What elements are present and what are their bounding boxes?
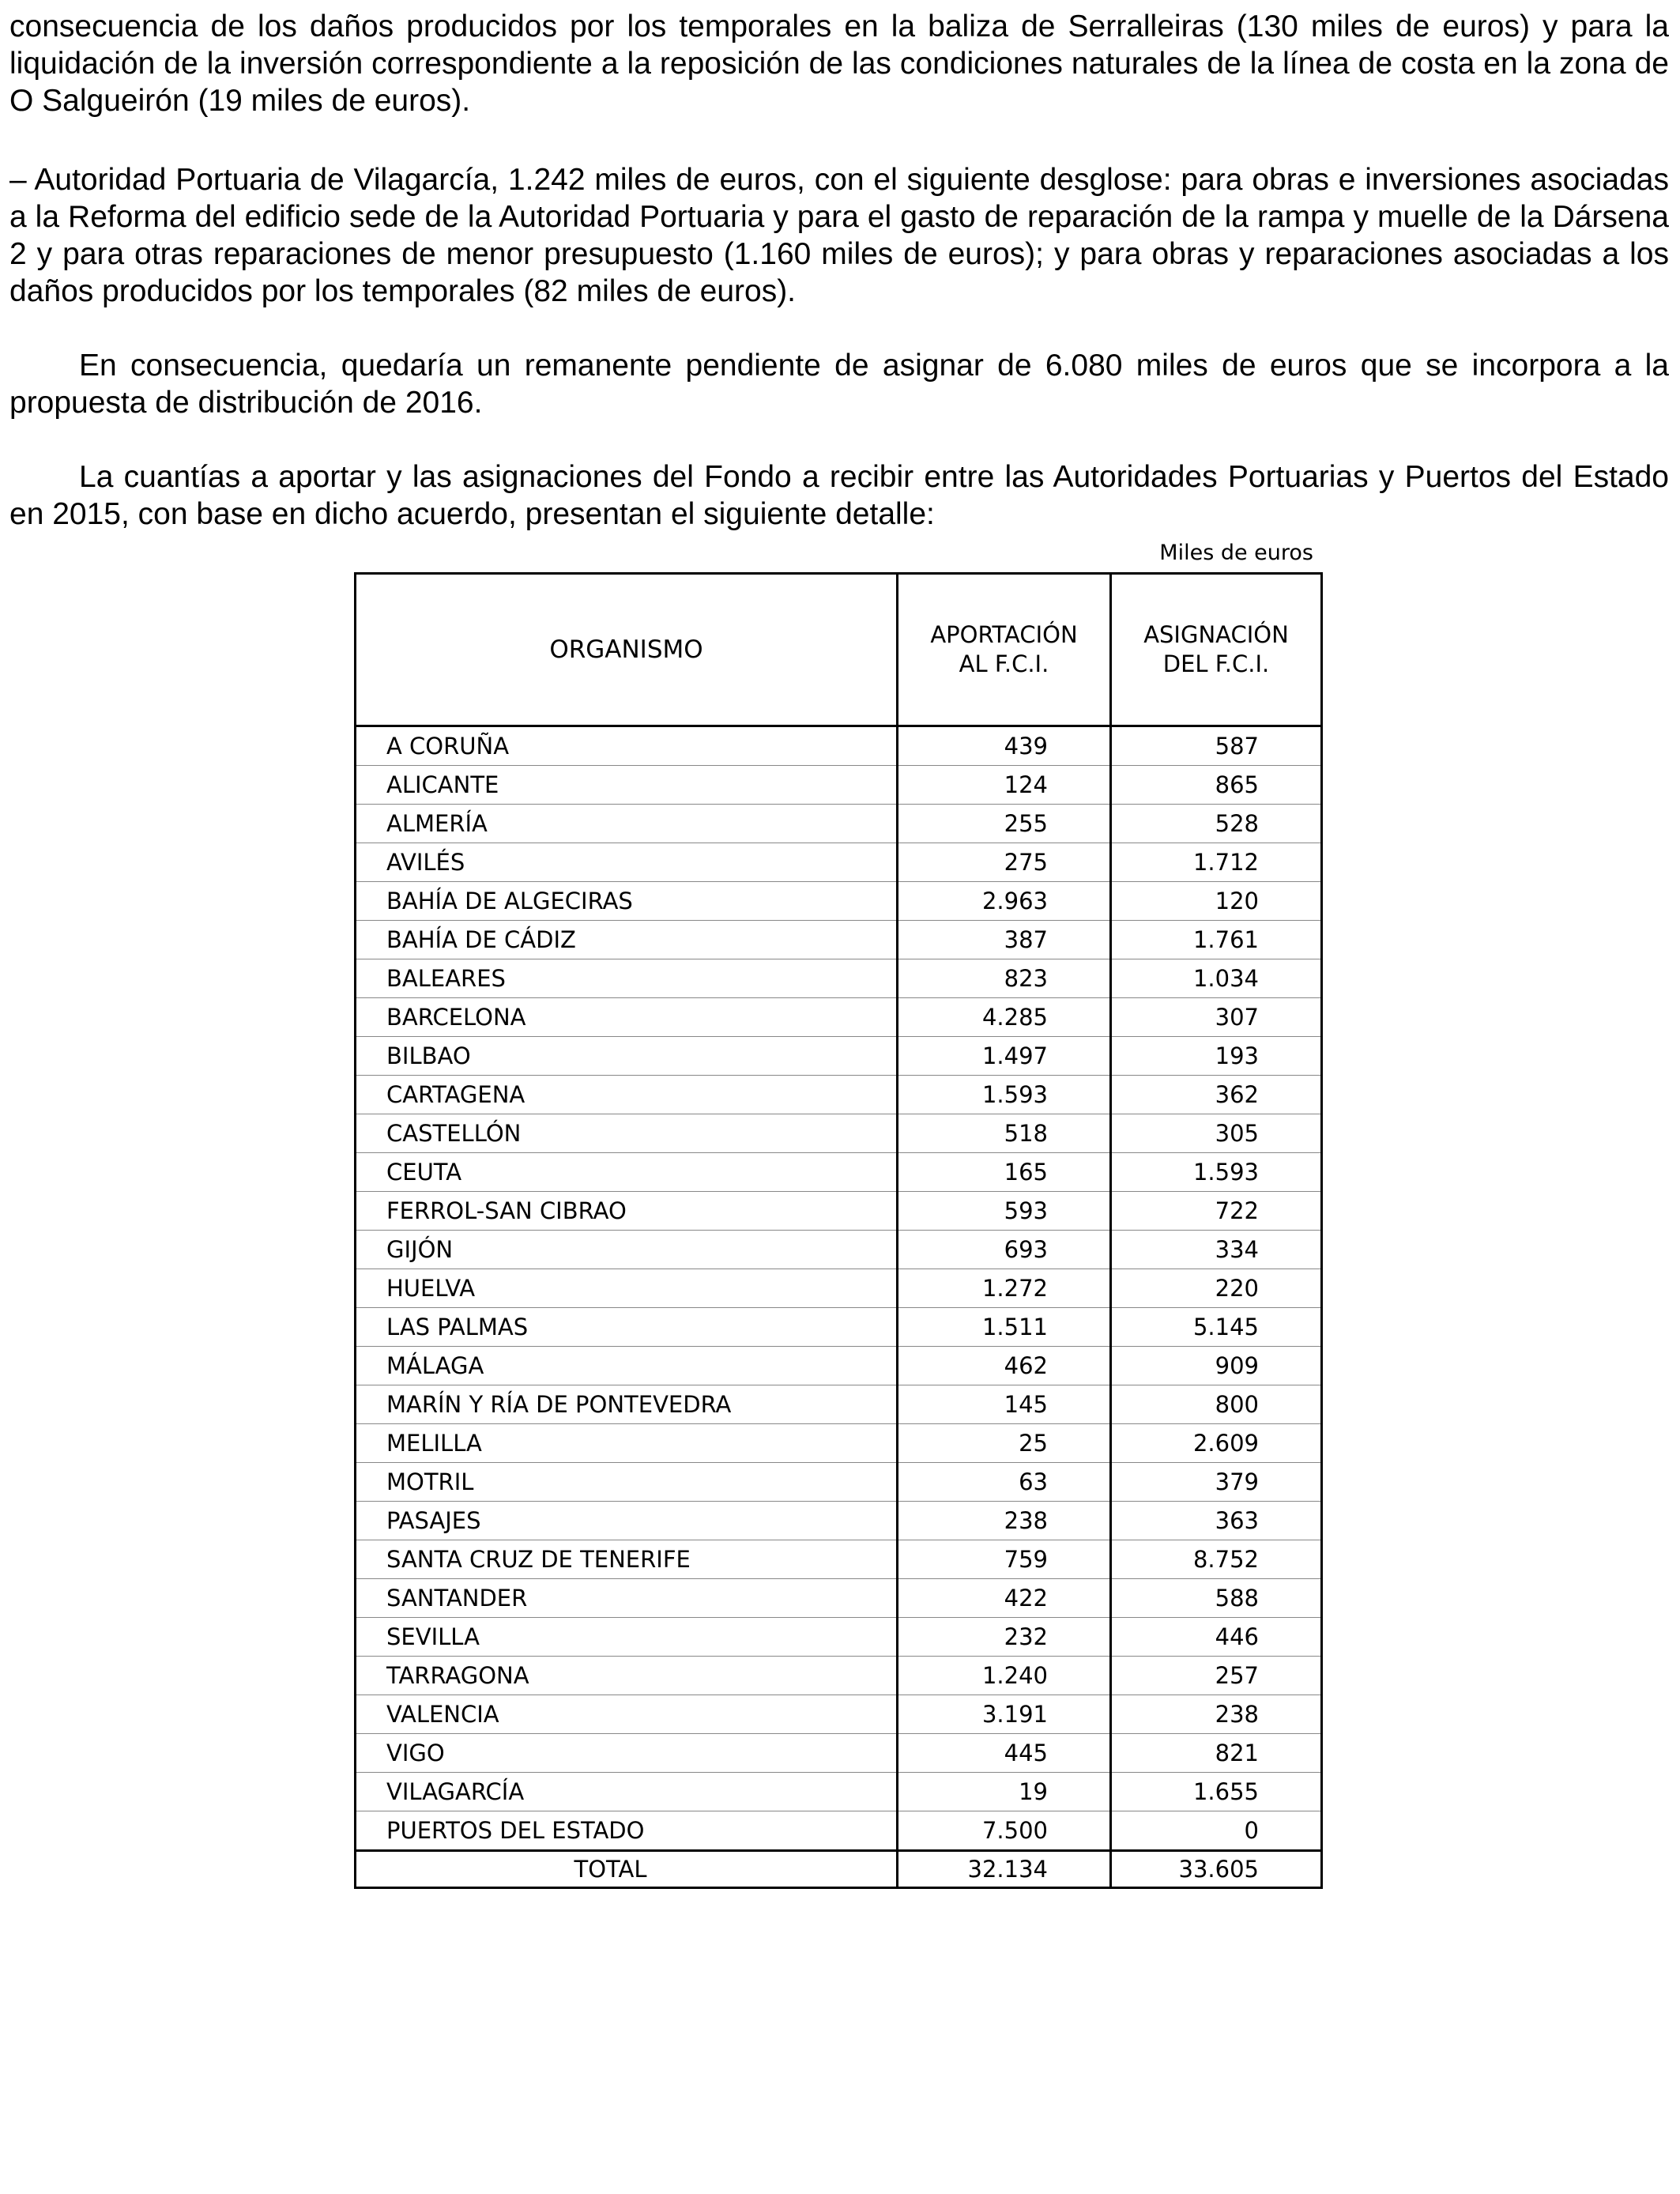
cell-aportacion: 462 <box>898 1347 1111 1385</box>
cell-organismo: VALENCIA <box>356 1695 898 1734</box>
cell-organismo: MÁLAGA <box>356 1347 898 1385</box>
table-row <box>356 766 1322 805</box>
cell-asignacion: 120 <box>1111 882 1322 921</box>
cell-organismo: BILBAO <box>356 1037 898 1076</box>
paragraph-detalle: La cuantías a aportar y las asignaciones del Fondo a recibir entre las Autoridades Portuarias y Puertos del Estado en 2015, con base en dicho acuerdo, presentan el siguiente detalle: <box>9 460 1669 531</box>
cell-organismo: SANTANDER <box>356 1579 898 1618</box>
table-row <box>356 726 1322 766</box>
cell-asignacion: 0 <box>1111 1811 1322 1851</box>
table-row <box>356 1192 1322 1231</box>
paragraph-serralleiras: consecuencia de los daños producidos por los temporales en la baliza de Serralleiras (130 miles de euros) y para la liquidación de la inversión correspondiente a la reposición de las condiciones naturales de la línea de costa en la zona de O Salgueirón (19 miles de euros). <box>9 9 1669 118</box>
cell-asignacion: 800 <box>1111 1385 1322 1424</box>
cell-asignacion: 238 <box>1111 1695 1322 1734</box>
table-header-row <box>356 574 1322 726</box>
table-row <box>356 959 1322 998</box>
cell-aportacion: 25 <box>898 1424 1111 1463</box>
cell-organismo: BAHÍA DE CÁDIZ <box>356 921 898 959</box>
cell-aportacion: 232 <box>898 1618 1111 1657</box>
cell-organismo: MARÍN Y RÍA DE PONTEVEDRA <box>356 1385 898 1424</box>
table-row <box>356 1618 1322 1657</box>
cell-asignacion: 588 <box>1111 1579 1322 1618</box>
cell-asignacion: 865 <box>1111 766 1322 805</box>
cell-organismo: CASTELLÓN <box>356 1114 898 1153</box>
cell-aportacion: 3.191 <box>898 1695 1111 1734</box>
header-aportacion <box>898 574 1111 726</box>
cell-aportacion: 1.593 <box>898 1076 1111 1114</box>
table-row <box>356 1424 1322 1463</box>
cell-aportacion: 238 <box>898 1502 1111 1540</box>
total-label: TOTAL <box>356 1851 898 1888</box>
cell-asignacion: 257 <box>1111 1657 1322 1695</box>
cell-aportacion: 19 <box>898 1773 1111 1811</box>
cell-asignacion: 363 <box>1111 1502 1322 1540</box>
cell-aportacion: 275 <box>898 843 1111 882</box>
header-asignacion-line2: DEL F.C.I. <box>1162 650 1270 677</box>
cell-asignacion: 193 <box>1111 1037 1322 1076</box>
table-row <box>356 1657 1322 1695</box>
cell-asignacion: 446 <box>1111 1618 1322 1657</box>
cell-organismo: SEVILLA <box>356 1618 898 1657</box>
cell-aportacion: 759 <box>898 1540 1111 1579</box>
cell-organismo: ALMERÍA <box>356 805 898 843</box>
cell-asignacion: 379 <box>1111 1463 1322 1502</box>
table-row <box>356 1231 1322 1269</box>
cell-organismo: VILAGARCÍA <box>356 1773 898 1811</box>
table-row <box>356 998 1322 1037</box>
table-row <box>356 1308 1322 1347</box>
total-aportacion: 32.134 <box>898 1851 1111 1888</box>
table-row <box>356 1347 1322 1385</box>
table-total-row <box>356 1851 1322 1888</box>
header-asignacion-line1: ASIGNACIÓN <box>1143 621 1289 648</box>
table-row <box>356 1540 1322 1579</box>
cell-aportacion: 4.285 <box>898 998 1111 1037</box>
cell-asignacion: 1.593 <box>1111 1153 1322 1192</box>
table-row <box>356 1114 1322 1153</box>
cell-aportacion: 693 <box>898 1231 1111 1269</box>
cell-organismo: AVILÉS <box>356 843 898 882</box>
cell-asignacion: 1.712 <box>1111 843 1322 882</box>
cell-aportacion: 445 <box>898 1734 1111 1773</box>
paragraph-vilagarcia: – Autoridad Portuaria de Vilagarcía, 1.242 miles de euros, con el siguiente desglose: para obras e inversiones asociadas a la Reforma del edificio sede de la Autoridad Portuaria y para el gasto de reparación de la rampa y muelle de la Dársena 2 y para otras reparaciones de menor presupuesto (1.160 miles de euros); y para obras y reparaciones asociadas a los daños producidos por los temporales (82 miles de euros). <box>9 163 1669 308</box>
cell-organismo: GIJÓN <box>356 1231 898 1269</box>
table-row <box>356 1269 1322 1308</box>
table-row <box>356 1695 1322 1734</box>
table-row <box>356 1734 1322 1773</box>
units-note: Miles de euros <box>1159 541 1313 565</box>
table-row <box>356 1811 1322 1851</box>
header-aportacion-line1: APORTACIÓN <box>930 621 1078 648</box>
cell-organismo: HUELVA <box>356 1269 898 1308</box>
table-row <box>356 1463 1322 1502</box>
cell-organismo: VIGO <box>356 1734 898 1773</box>
table-row <box>356 1502 1322 1540</box>
table-row <box>356 1579 1322 1618</box>
cell-asignacion: 587 <box>1111 726 1322 766</box>
cell-asignacion: 305 <box>1111 1114 1322 1153</box>
cell-aportacion: 7.500 <box>898 1811 1111 1851</box>
header-organismo-label: ORGANISMO <box>549 635 703 664</box>
table-row <box>356 1153 1322 1192</box>
cell-organismo: BALEARES <box>356 959 898 998</box>
cell-aportacion: 387 <box>898 921 1111 959</box>
cell-asignacion: 5.145 <box>1111 1308 1322 1347</box>
cell-aportacion: 1.497 <box>898 1037 1111 1076</box>
cell-asignacion: 1.761 <box>1111 921 1322 959</box>
cell-organismo: FERROL-SAN CIBRAO <box>356 1192 898 1231</box>
table-row <box>356 1037 1322 1076</box>
cell-aportacion: 255 <box>898 805 1111 843</box>
cell-organismo: MOTRIL <box>356 1463 898 1502</box>
cell-organismo: BAHÍA DE ALGECIRAS <box>356 882 898 921</box>
header-asignacion <box>1111 574 1322 726</box>
cell-asignacion: 334 <box>1111 1231 1322 1269</box>
total-asignacion: 33.605 <box>1111 1851 1322 1888</box>
table-row <box>356 805 1322 843</box>
cell-asignacion: 821 <box>1111 1734 1322 1773</box>
cell-organismo: LAS PALMAS <box>356 1308 898 1347</box>
cell-asignacion: 1.655 <box>1111 1773 1322 1811</box>
table-body <box>356 726 1322 1851</box>
cell-aportacion: 145 <box>898 1385 1111 1424</box>
cell-organismo: BARCELONA <box>356 998 898 1037</box>
cell-aportacion: 518 <box>898 1114 1111 1153</box>
cell-organismo: TARRAGONA <box>356 1657 898 1695</box>
fci-table <box>354 572 1323 1889</box>
cell-organismo: A CORUÑA <box>356 726 898 766</box>
cell-aportacion: 422 <box>898 1579 1111 1618</box>
cell-aportacion: 593 <box>898 1192 1111 1231</box>
cell-asignacion: 909 <box>1111 1347 1322 1385</box>
header-aportacion-line2: AL F.C.I. <box>959 650 1049 677</box>
cell-aportacion: 823 <box>898 959 1111 998</box>
cell-organismo: MELILLA <box>356 1424 898 1463</box>
cell-organismo: PUERTOS DEL ESTADO <box>356 1811 898 1851</box>
table-row <box>356 1773 1322 1811</box>
cell-organismo: CARTAGENA <box>356 1076 898 1114</box>
cell-asignacion: 722 <box>1111 1192 1322 1231</box>
cell-aportacion: 1.272 <box>898 1269 1111 1308</box>
cell-aportacion: 1.511 <box>898 1308 1111 1347</box>
paragraph-remanente: En consecuencia, quedaría un remanente pendiente de asignar de 6.080 miles de euros que se incorpora a la propuesta de distribución de 2016. <box>9 349 1669 420</box>
table-row <box>356 921 1322 959</box>
cell-asignacion: 8.752 <box>1111 1540 1322 1579</box>
table-row <box>356 882 1322 921</box>
cell-aportacion: 165 <box>898 1153 1111 1192</box>
cell-aportacion: 1.240 <box>898 1657 1111 1695</box>
cell-aportacion: 124 <box>898 766 1111 805</box>
cell-aportacion: 439 <box>898 726 1111 766</box>
cell-asignacion: 1.034 <box>1111 959 1322 998</box>
cell-asignacion: 220 <box>1111 1269 1322 1308</box>
cell-asignacion: 2.609 <box>1111 1424 1322 1463</box>
cell-organismo: SANTA CRUZ DE TENERIFE <box>356 1540 898 1579</box>
cell-asignacion: 528 <box>1111 805 1322 843</box>
cell-aportacion: 2.963 <box>898 882 1111 921</box>
cell-organismo: CEUTA <box>356 1153 898 1192</box>
cell-organismo: PASAJES <box>356 1502 898 1540</box>
header-organismo <box>356 574 898 726</box>
cell-aportacion: 63 <box>898 1463 1111 1502</box>
table-row <box>356 843 1322 882</box>
cell-organismo: ALICANTE <box>356 766 898 805</box>
cell-asignacion: 362 <box>1111 1076 1322 1114</box>
cell-asignacion: 307 <box>1111 998 1322 1037</box>
table-row <box>356 1076 1322 1114</box>
table-row <box>356 1385 1322 1424</box>
